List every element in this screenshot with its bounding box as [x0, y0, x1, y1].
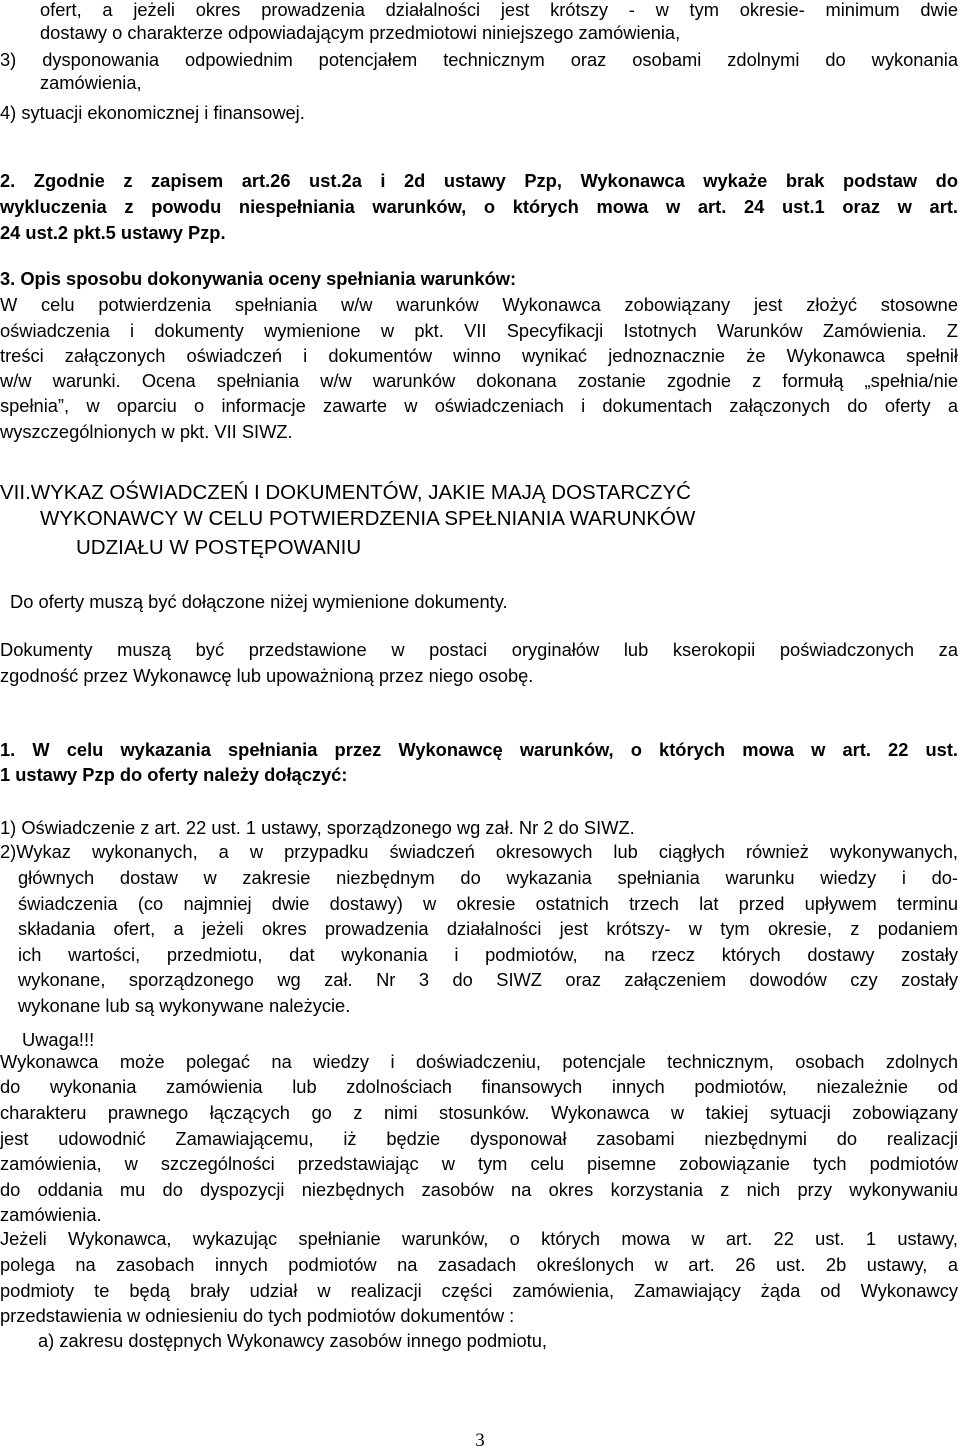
intro-line-2: dostawy o charakterze odpowiadającym przedmiotowi niniejszego zamówienia,: [40, 22, 681, 43]
point-1-heading-line-2: 1 ustawy Pzp do oferty należy dołączyć:: [0, 764, 348, 785]
note-line-2: do wykonania zamówienia lub zdolnościach finansowych innych podmiotów, niezależnie od: [0, 1076, 958, 1097]
section-2-line-2: wykluczenia z powodu niespełniania warunków, o których mowa w art. 24 ust.1 oraz w art.: [0, 196, 958, 217]
chapter-title-line-3: UDZIAŁU W POSTĘPOWANIU: [76, 536, 362, 559]
section-3-line-3: treści załączonych oświadczeń i dokumentów winno wynikać jednoznacznie że Wykonawca spełnił: [0, 345, 958, 366]
chapter-title-line-1: VII.WYKAZ OŚWIADCZEŃ I DOKUMENTÓW, JAKIE MAJĄ DOSTARCZYĆ: [0, 481, 691, 504]
page-number: 3: [475, 1430, 485, 1451]
point-1-item-2-line-5: ich wartości, przedmiotu, dat wykonania i podmiotów, na rzecz których dostawy zostały: [18, 944, 958, 965]
documents-note-line-2: zgodność przez Wykonawcę lub upoważnioną przez niego osobę.: [0, 665, 534, 686]
intro-line-1: ofert, a jeżeli okres prowadzenia działalności jest krótszy - w tym okresie- minimum dwie: [40, 0, 958, 20]
section-2-line-1: 2. Zgodnie z zapisem art.26 ust.2a i 2d ustawy Pzp, Wykonawca wykaże brak podstaw do: [0, 170, 958, 191]
point-1-item-2-line-4: składania ofert, a jeżeli okres prowadzenia działalności jest krótszy- w tym okresie, z podaniem: [18, 918, 958, 939]
point-1-item-1: 1) Oświadczenie z art. 22 ust. 1 ustawy, sporządzonego wg zał. Nr 2 do SIWZ.: [0, 817, 635, 838]
note-label: Uwaga!!!: [22, 1029, 95, 1050]
section-3-heading: 3. Opis sposobu dokonywania oceny spełniania warunków:: [0, 268, 517, 289]
point-1-item-2-line-1: 2)Wykaz wykonanych, a w przypadku świadczeń okresowych lub ciągłych również wykonywanych,: [0, 841, 958, 862]
point-1-item-2-line-2: głównych dostaw w zakresie niezbędnym do wykazania spełniania warunku wiedzy i do-: [18, 867, 958, 888]
point-1-item-2-line-6: wykonane, sporządzonego wg zał. Nr 3 do SIWZ oraz załączeniem dowodów czy zostały: [18, 969, 958, 990]
section-3-line-5: spełnia”, w oparciu o informacje zawarte w oświadczeniach i dokumentach załączonych do oferty a: [0, 395, 958, 416]
section-2-line-3: 24 ust.2 pkt.5 ustawy Pzp.: [0, 222, 226, 243]
section-3-line-2: oświadczenia i dokumenty wymienione w pkt. VII Specyfikacji Istotnych Warunków Zamówienia. Z: [0, 320, 958, 341]
note2-line-1: Jeżeli Wykonawca, wykazując spełnianie warunków, o których mowa w art. 22 ust. 1 ustawy,: [0, 1228, 958, 1249]
point-1-item-2-line-3: świadczenia (co najmniej dwie dostawy) w okresie ostatnich trzech lat przed upływem terminu: [18, 893, 958, 914]
note-line-5: zamówienia, w szczególności przedstawiając w tym celu pisemne zobowiązanie tych podmiotów: [0, 1153, 958, 1174]
note-line-3: charakteru prawnego łączących go z nimi stosunków. Wykonawca w takiej sytuacji zobowiązany: [0, 1102, 958, 1123]
sub-item-a: a) zakresu dostępnych Wykonawcy zasobów innego podmiotu,: [38, 1330, 547, 1351]
note-line-1: Wykonawca może polegać na wiedzy i doświadczeniu, potencjale technicznym, osobach zdolnych: [0, 1051, 958, 1072]
note2-line-4: przedstawienia w odniesieniu do tych podmiotów dokumentów :: [0, 1305, 515, 1326]
note-line-6: do oddania mu do dyspozycji niezbędnych zasobów na okres korzystania z nich przy wykonywaniu: [0, 1179, 958, 1200]
note-line-4: jest udowodnić Zamawiającemu, iż będzie dysponował zasobami niezbędnymi do realizacji: [0, 1128, 958, 1149]
intro-item-4: 4) sytuacji ekonomicznej i finansowej.: [0, 102, 305, 123]
documents-note-line-1: Dokumenty muszą być przedstawione w postaci oryginałów lub kserokopii poświadczonych za: [0, 639, 958, 660]
note2-line-2: polega na zasobach innych podmiotów na zasadach określonych w art. 26 ust. 2b ustawy, a: [0, 1254, 958, 1275]
chapter-intro: Do oferty muszą być dołączone niżej wymienione dokumenty.: [10, 591, 508, 612]
section-3-line-6: wyszczególnionych w pkt. VII SIWZ.: [0, 421, 293, 442]
note2-line-3: podmioty te będą brały udział w realizacji części zamówienia, Zamawiający żąda od Wykonawcy: [0, 1280, 958, 1301]
point-1-heading-line-1: 1. W celu wykazania spełniania przez Wykonawcę warunków, o których mowa w art. 22 ust.: [0, 739, 958, 760]
point-1-item-2-line-7: wykonane lub są wykonywane należycie.: [18, 995, 351, 1016]
section-3-line-4: w/w warunki. Ocena spełniania w/w warunków dokonana zostanie zgodnie z formułą „spełnia/nie: [0, 370, 958, 391]
note-line-7: zamówienia.: [0, 1204, 102, 1225]
section-3-line-1: W celu potwierdzenia spełniania w/w warunków Wykonawca zobowiązany jest złożyć stosowne: [0, 294, 958, 315]
intro-item-3: 3) dysponowania odpowiednim potencjałem technicznym oraz osobami zdolnymi do wykonania: [0, 49, 958, 70]
chapter-title-line-2: WYKONAWCY W CELU POTWIERDZENIA SPEŁNIANIA WARUNKÓW: [40, 507, 696, 530]
intro-item-3-cont: zamówienia,: [40, 72, 142, 93]
